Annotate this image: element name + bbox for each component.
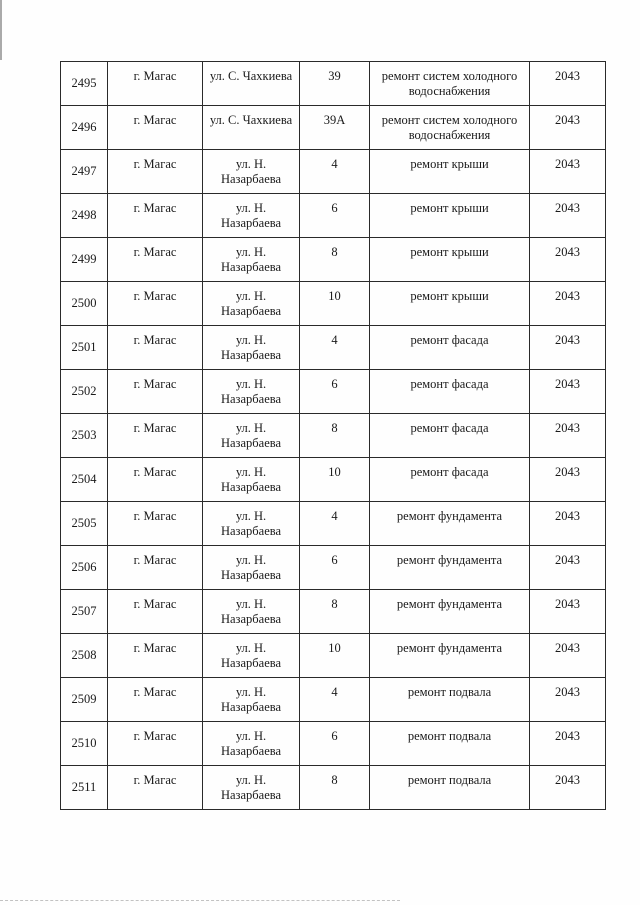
house-cell: 10 [300, 634, 370, 678]
year-cell: 2043 [530, 150, 606, 194]
city-cell: г. Магас [108, 458, 203, 502]
work-type-cell: ремонт подвала [370, 722, 530, 766]
year-cell: 2043 [530, 106, 606, 150]
year-cell: 2043 [530, 546, 606, 590]
work-type-cell: ремонт фасада [370, 414, 530, 458]
year-cell: 2043 [530, 722, 606, 766]
city-cell: г. Магас [108, 502, 203, 546]
row-number: 2507 [61, 590, 108, 634]
work-type-cell: ремонт фундамента [370, 546, 530, 590]
work-type-cell: ремонт фасада [370, 370, 530, 414]
work-type-cell: ремонт подвала [370, 766, 530, 810]
city-cell: г. Магас [108, 414, 203, 458]
row-number: 2503 [61, 414, 108, 458]
table-row [61, 458, 606, 502]
house-cell: 8 [300, 766, 370, 810]
year-cell: 2043 [530, 194, 606, 238]
year-cell: 2043 [530, 282, 606, 326]
street-cell: ул. Н. Назарбаева [203, 766, 300, 810]
table-row [61, 370, 606, 414]
house-cell: 8 [300, 238, 370, 282]
table-row [61, 62, 606, 106]
street-cell: ул. Н. Назарбаева [203, 458, 300, 502]
year-cell: 2043 [530, 502, 606, 546]
city-cell: г. Магас [108, 370, 203, 414]
work-type-cell: ремонт фундамента [370, 634, 530, 678]
work-type-cell: ремонт подвала [370, 678, 530, 722]
street-cell: ул. Н. Назарбаева [203, 502, 300, 546]
table-row [61, 282, 606, 326]
row-number: 2496 [61, 106, 108, 150]
table-row [61, 238, 606, 282]
table-row [61, 414, 606, 458]
repair-schedule-table [60, 61, 606, 810]
year-cell: 2043 [530, 370, 606, 414]
table-row [61, 194, 606, 238]
row-number: 2506 [61, 546, 108, 590]
row-number: 2505 [61, 502, 108, 546]
house-cell: 4 [300, 326, 370, 370]
street-cell: ул. Н. Назарбаева [203, 414, 300, 458]
street-cell: ул. С. Чахкиева [203, 62, 300, 106]
row-number: 2511 [61, 766, 108, 810]
table-row [61, 326, 606, 370]
house-cell: 8 [300, 414, 370, 458]
street-cell: ул. Н. Назарбаева [203, 150, 300, 194]
row-number: 2500 [61, 282, 108, 326]
street-cell: ул. Н. Назарбаева [203, 634, 300, 678]
table-row [61, 678, 606, 722]
city-cell: г. Магас [108, 150, 203, 194]
house-cell: 6 [300, 194, 370, 238]
street-cell: ул. Н. Назарбаева [203, 546, 300, 590]
city-cell: г. Магас [108, 634, 203, 678]
house-cell: 39 [300, 62, 370, 106]
row-number: 2495 [61, 62, 108, 106]
work-type-cell: ремонт фасада [370, 458, 530, 502]
year-cell: 2043 [530, 590, 606, 634]
row-number: 2502 [61, 370, 108, 414]
house-cell: 6 [300, 546, 370, 590]
city-cell: г. Магас [108, 282, 203, 326]
street-cell: ул. Н. Назарбаева [203, 590, 300, 634]
street-cell: ул. Н. Назарбаева [203, 238, 300, 282]
table-row [61, 106, 606, 150]
house-cell: 4 [300, 150, 370, 194]
street-cell: ул. Н. Назарбаева [203, 722, 300, 766]
city-cell: г. Магас [108, 678, 203, 722]
street-cell: ул. Н. Назарбаева [203, 282, 300, 326]
city-cell: г. Магас [108, 238, 203, 282]
street-cell: ул. Н. Назарбаева [203, 370, 300, 414]
row-number: 2501 [61, 326, 108, 370]
house-cell: 4 [300, 678, 370, 722]
row-number: 2497 [61, 150, 108, 194]
work-type-cell: ремонт крыши [370, 238, 530, 282]
work-type-cell: ремонт крыши [370, 282, 530, 326]
table-row [61, 546, 606, 590]
house-cell: 8 [300, 590, 370, 634]
year-cell: 2043 [530, 458, 606, 502]
city-cell: г. Магас [108, 326, 203, 370]
city-cell: г. Магас [108, 590, 203, 634]
table-row [61, 634, 606, 678]
house-cell: 10 [300, 282, 370, 326]
work-type-cell: ремонт фундамента [370, 590, 530, 634]
row-number: 2504 [61, 458, 108, 502]
house-cell: 6 [300, 722, 370, 766]
row-number: 2509 [61, 678, 108, 722]
work-type-cell: ремонт систем холодного водоснабжения [370, 62, 530, 106]
table-row [61, 502, 606, 546]
year-cell: 2043 [530, 326, 606, 370]
city-cell: г. Магас [108, 62, 203, 106]
row-number: 2498 [61, 194, 108, 238]
year-cell: 2043 [530, 238, 606, 282]
row-number: 2499 [61, 238, 108, 282]
table-body [61, 62, 606, 810]
row-number: 2510 [61, 722, 108, 766]
row-number: 2508 [61, 634, 108, 678]
city-cell: г. Магас [108, 546, 203, 590]
year-cell: 2043 [530, 678, 606, 722]
year-cell: 2043 [530, 766, 606, 810]
street-cell: ул. Н. Назарбаева [203, 326, 300, 370]
table-row [61, 766, 606, 810]
street-cell: ул. Н. Назарбаева [203, 194, 300, 238]
work-type-cell: ремонт крыши [370, 194, 530, 238]
house-cell: 6 [300, 370, 370, 414]
table-row [61, 150, 606, 194]
table-row [61, 590, 606, 634]
city-cell: г. Магас [108, 106, 203, 150]
year-cell: 2043 [530, 62, 606, 106]
work-type-cell: ремонт фасада [370, 326, 530, 370]
house-cell: 10 [300, 458, 370, 502]
table-row [61, 722, 606, 766]
work-type-cell: ремонт крыши [370, 150, 530, 194]
house-cell: 4 [300, 502, 370, 546]
street-cell: ул. Н. Назарбаева [203, 678, 300, 722]
city-cell: г. Магас [108, 766, 203, 810]
city-cell: г. Магас [108, 722, 203, 766]
year-cell: 2043 [530, 414, 606, 458]
scan-edge-mark [0, 0, 2, 60]
year-cell: 2043 [530, 634, 606, 678]
scan-artifact-line [0, 899, 400, 901]
work-type-cell: ремонт фундамента [370, 502, 530, 546]
work-type-cell: ремонт систем холодного водоснабжения [370, 106, 530, 150]
street-cell: ул. С. Чахкиева [203, 106, 300, 150]
house-cell: 39А [300, 106, 370, 150]
city-cell: г. Магас [108, 194, 203, 238]
